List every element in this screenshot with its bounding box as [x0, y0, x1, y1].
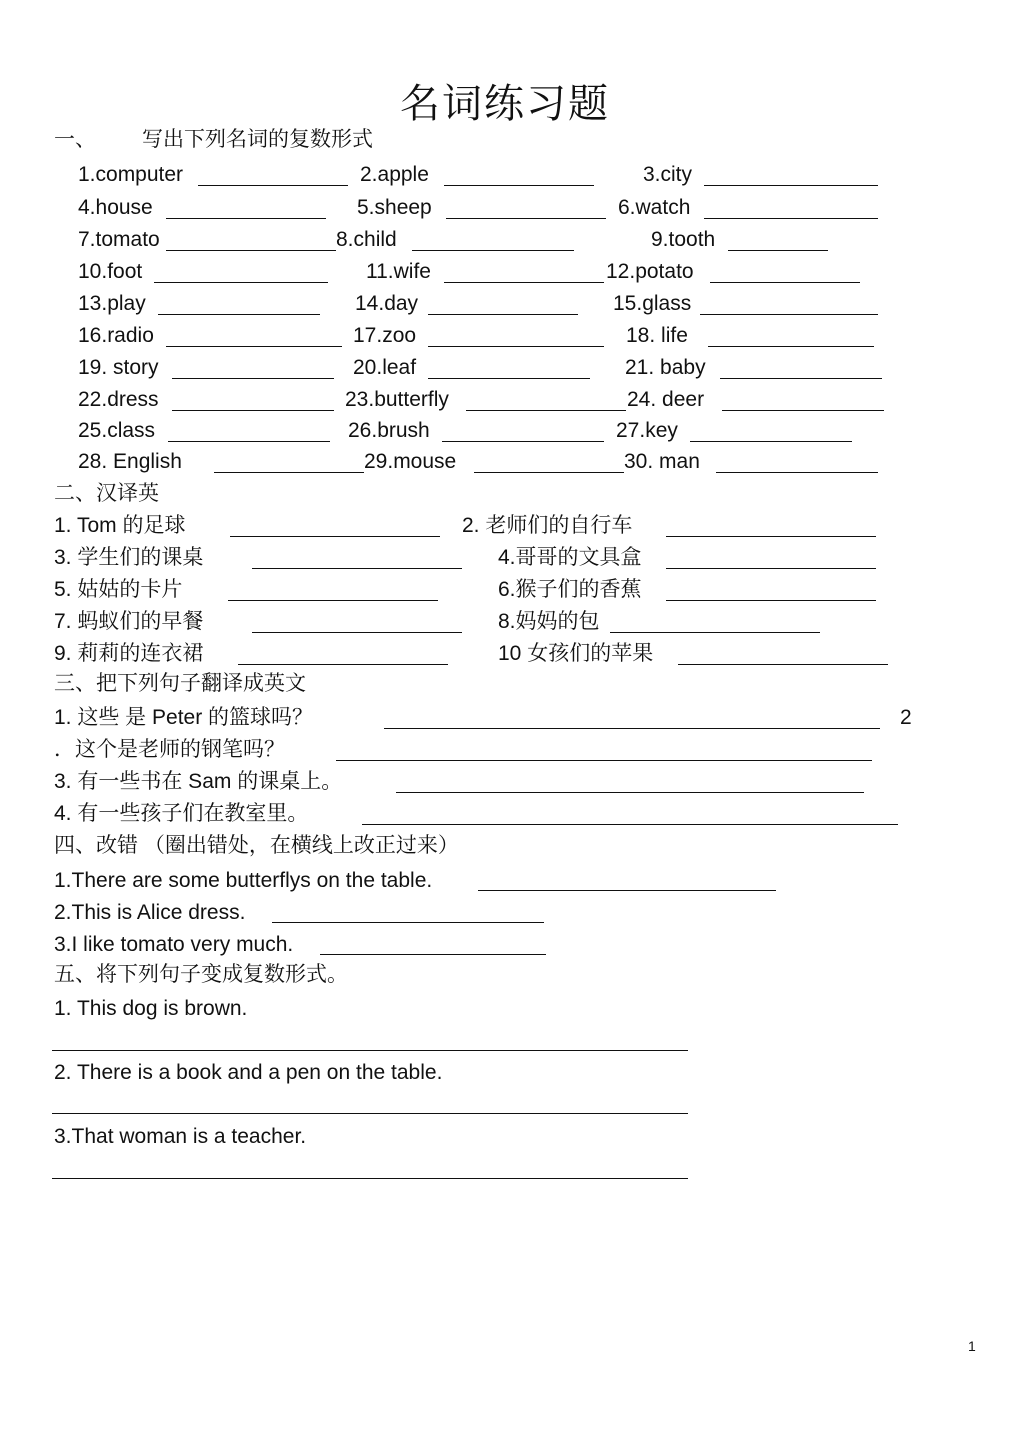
word-label: 10.foot	[78, 260, 143, 283]
word-label: 25.class	[78, 419, 156, 442]
answer-line[interactable]	[336, 760, 872, 761]
sentence-item-4: 4. 有一些孩子们在教室里。	[54, 802, 309, 825]
phrase-label: 7. 蚂蚁们的早餐	[54, 610, 204, 633]
word-label: 5.sheep	[357, 196, 432, 219]
answer-line[interactable]	[710, 282, 860, 283]
answer-line[interactable]	[666, 536, 876, 537]
answer-line[interactable]	[52, 1178, 688, 1179]
answer-line[interactable]	[700, 314, 878, 315]
answer-line[interactable]	[666, 568, 876, 569]
section4-heading: 四、改错 （圈出错处，在横线上改正过来）	[54, 834, 459, 857]
answer-line[interactable]	[446, 218, 606, 219]
word-label: 29.mouse	[364, 450, 457, 473]
word-label: 1.computer	[78, 163, 184, 186]
answer-line[interactable]	[716, 472, 878, 473]
word-label: 26.brush	[348, 419, 430, 442]
phrase-label: 6.猴子们的香蕉	[498, 578, 642, 601]
answer-line[interactable]	[428, 314, 578, 315]
answer-line[interactable]	[252, 568, 462, 569]
page-number: 1	[968, 1338, 976, 1354]
answer-line[interactable]	[704, 185, 878, 186]
word-label: 27.key	[616, 419, 678, 442]
answer-line[interactable]	[154, 282, 328, 283]
answer-line[interactable]	[158, 314, 320, 315]
word-label: 12.potato	[606, 260, 694, 283]
answer-line[interactable]	[474, 472, 624, 473]
phrase-label: 5. 姑姑的卡片	[54, 578, 183, 601]
word-label: 30. man	[624, 450, 700, 473]
word-label: 16.radio	[78, 324, 154, 347]
word-label: 18. life	[626, 324, 688, 347]
phrase-label: 8.妈妈的包	[498, 610, 600, 633]
answer-line[interactable]	[172, 410, 334, 411]
answer-line[interactable]	[52, 1113, 688, 1114]
answer-line[interactable]	[708, 346, 874, 347]
answer-line[interactable]	[230, 536, 440, 537]
answer-line[interactable]	[272, 922, 544, 923]
answer-line[interactable]	[478, 890, 776, 891]
answer-line[interactable]	[52, 1050, 688, 1051]
word-label: 7.tomato	[78, 228, 160, 251]
answer-line[interactable]	[442, 441, 604, 442]
section3-heading: 三、把下列句子翻译成英文	[54, 672, 306, 695]
word-label: 2.apple	[360, 163, 429, 186]
item-number-2: 2	[900, 706, 912, 729]
correction-item-3: 3.I like tomato very much.	[54, 933, 294, 956]
answer-line[interactable]	[168, 441, 330, 442]
phrase-label: 4.哥哥的文具盒	[498, 546, 642, 569]
word-label: 24. deer	[627, 388, 705, 411]
answer-line[interactable]	[362, 824, 898, 825]
plural-sentence-2: 2. There is a book and a pen on the table.	[54, 1061, 443, 1084]
answer-line[interactable]	[396, 792, 864, 793]
word-label: 20.leaf	[353, 356, 417, 379]
word-label: 15.glass	[613, 292, 692, 315]
phrase-label: 3. 学生们的课桌	[54, 546, 204, 569]
word-label: 6.watch	[618, 196, 691, 219]
sentence-item-2: ．这个是老师的钢笔吗？	[54, 738, 285, 761]
answer-line[interactable]	[172, 378, 334, 379]
answer-line[interactable]	[252, 632, 462, 633]
correction-item-1: 1.There are some butterflys on the table.	[54, 869, 433, 892]
word-label: 19. story	[78, 356, 159, 379]
page-title: 名词练习题	[400, 81, 610, 126]
word-label: 11.wife	[366, 260, 431, 283]
section2-heading: 二、汉译英	[54, 482, 159, 505]
answer-line[interactable]	[466, 410, 626, 411]
answer-line[interactable]	[166, 346, 342, 347]
answer-line[interactable]	[166, 250, 336, 251]
section1-heading: 写出下列名词的复数形式	[142, 128, 373, 151]
word-label: 14.day	[355, 292, 419, 315]
answer-line[interactable]	[728, 250, 828, 251]
word-label: 23.butterfly	[345, 388, 449, 411]
answer-line[interactable]	[198, 185, 348, 186]
word-label: 4.house	[78, 196, 153, 219]
plural-sentence-1: 1. This dog is brown.	[54, 997, 248, 1020]
answer-line[interactable]	[610, 632, 820, 633]
section1-heading-number: 一、	[54, 128, 96, 151]
answer-line[interactable]	[704, 218, 878, 219]
answer-line[interactable]	[214, 472, 364, 473]
answer-line[interactable]	[166, 218, 326, 219]
phrase-label: 9. 莉莉的连衣裙	[54, 642, 204, 665]
word-label: 17.zoo	[353, 324, 417, 347]
answer-line[interactable]	[666, 600, 876, 601]
phrase-label: 1. Tom 的足球	[54, 514, 186, 537]
section5-heading: 五、将下列句子变成复数形式。	[54, 963, 348, 986]
word-label: 9.tooth	[651, 228, 716, 251]
answer-line[interactable]	[690, 441, 852, 442]
word-label: 13.play	[78, 292, 146, 315]
word-label: 22.dress	[78, 388, 159, 411]
answer-line[interactable]	[238, 664, 448, 665]
plural-sentence-3: 3.That woman is a teacher.	[54, 1125, 307, 1148]
answer-line[interactable]	[678, 664, 888, 665]
answer-line[interactable]	[412, 250, 574, 251]
phrase-label: 2. 老师们的自行车	[462, 514, 633, 537]
answer-line[interactable]	[428, 378, 590, 379]
answer-line[interactable]	[428, 346, 604, 347]
answer-line[interactable]	[228, 600, 438, 601]
answer-line[interactable]	[444, 282, 604, 283]
answer-line[interactable]	[720, 378, 882, 379]
answer-line[interactable]	[444, 185, 594, 186]
word-label: 28. English	[78, 450, 182, 473]
word-label: 3.city	[643, 163, 693, 186]
sentence-item-3: 3. 有一些书在 Sam 的课桌上。	[54, 770, 343, 793]
correction-item-2: 2.This is Alice dress.	[54, 901, 246, 924]
sentence-item-1: 1. 这些 是 Peter 的篮球吗？	[54, 706, 314, 729]
word-label: 21. baby	[625, 356, 706, 379]
phrase-label: 10 女孩们的苹果	[498, 642, 654, 665]
word-label: 8.child	[336, 228, 397, 251]
answer-line[interactable]	[722, 410, 884, 411]
answer-line[interactable]	[384, 728, 880, 729]
answer-line[interactable]	[320, 954, 546, 955]
